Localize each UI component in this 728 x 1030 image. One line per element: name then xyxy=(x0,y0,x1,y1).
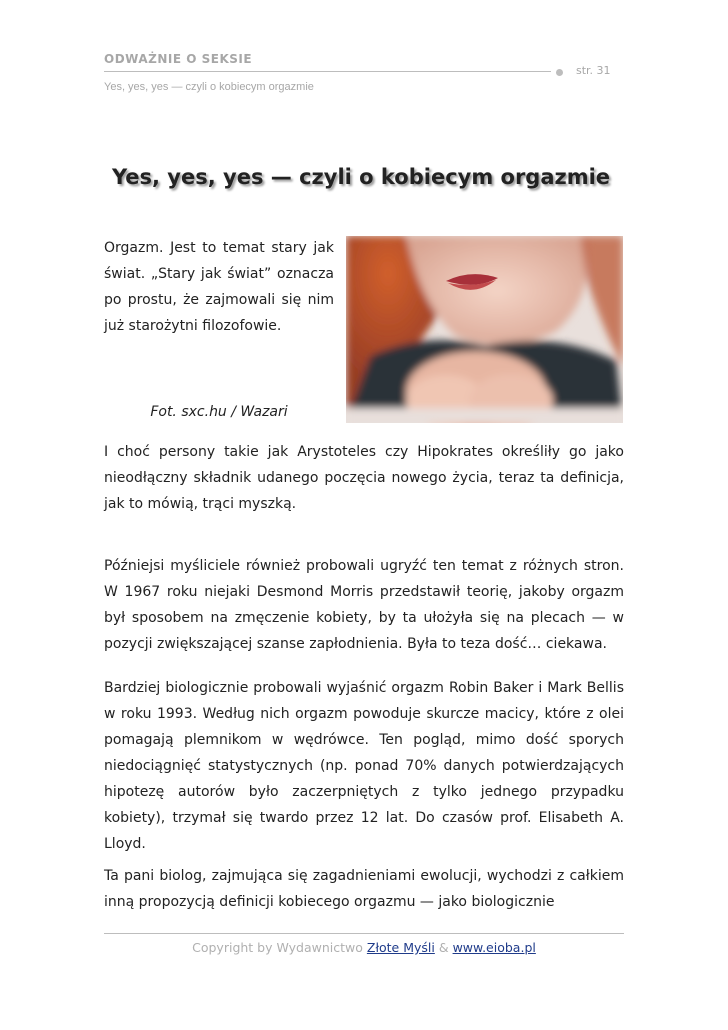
footer-ampersand: & xyxy=(438,940,449,955)
footer-divider xyxy=(104,933,624,934)
publisher-link[interactable]: Złote Myśli xyxy=(366,940,435,955)
header-divider xyxy=(104,71,551,72)
photo-illustration xyxy=(346,236,623,423)
header-subtitle: Yes, yes, yes — czyli o kobiecym orgazmie xyxy=(104,81,314,93)
page-number: str. 31 xyxy=(576,64,611,77)
article-title: Yes, yes, yes — czyli o kobiecym orgazmie xyxy=(112,165,611,189)
body-paragraph-1: I choć persony takie jak Arystoteles czy Hipokrates określiły go jako nieodłączny składnik udanego poczęcia nowego życia, teraz ta definicja, jak to mówią, trąci myszką. xyxy=(104,444,624,512)
body-paragraph-3: Bardziej biologicznie probowali wyjaśnić orgazm Robin Baker i Mark Bellis w roku 1993. Według nich orgazm powoduje skurcze macicy, które z olei pomagają plemnikom w wędrówce. Ten pogląd, mimo dość sporych niedociągnięć statystycznych (np. ponad 70% danych potwierdzających hipotezę autorów było zaczerpniętych z tylko jednego przypadku kobiety), trzymał się twardo przez 12 lat. Do czasów prof. Elisabeth A. Lloyd. xyxy=(104,680,624,852)
header-bullet-icon xyxy=(556,69,563,76)
photo-caption: Fot. sxc.hu / Wazari xyxy=(150,404,288,420)
footer-copyright: Copyright by Wydawnictwo xyxy=(192,940,363,955)
footer xyxy=(104,940,624,955)
article-photo xyxy=(346,236,623,423)
header-section-title: ODWAŻNIE O SEKSIE xyxy=(104,52,253,66)
intro-paragraph: Orgazm. Jest to temat stary jak świat. „Stary jak świat” oznacza po prostu, że zajmowali się nim już starożytni filozofowie. xyxy=(104,240,334,334)
body-paragraph-4: Ta pani biolog, zajmująca się zagadnieniami ewolucji, wychodzi z całkiem inną propozycją definicji kobiecego orgazmu — jako biologicznie xyxy=(104,868,624,910)
website-link[interactable]: www.eioba.pl xyxy=(452,940,536,955)
body-paragraph-2: Późniejsi myśliciele również probowali ugryźć ten temat z różnych stron. W 1967 roku niejaki Desmond Morris przedstawił teorię, jakoby orgazm był sposobem na zmęczenie kobiety, by ta ułożyła się na plecach — w pozycji zwiększającej szanse zapłodnienia. Była to teza dość… ciekawa. xyxy=(104,558,624,652)
